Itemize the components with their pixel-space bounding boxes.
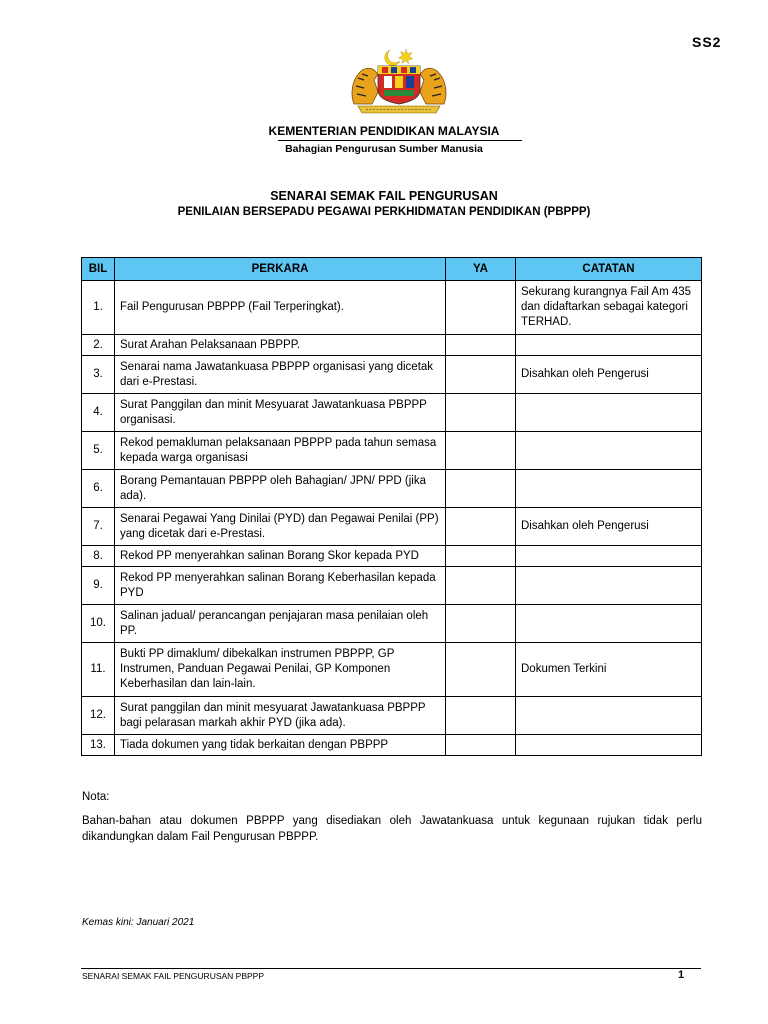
row-item: Tiada dokumen yang tidak berkaitan dengan PBPPP [115,735,446,756]
row-number: 3. [82,356,115,394]
row-number: 7. [82,508,115,546]
row-number: 11. [82,643,115,697]
table-row [82,356,702,394]
table-row [82,697,702,735]
row-ya-cell[interactable] [446,643,516,697]
row-note [516,605,702,643]
footer-title: SENARAI SEMAK FAIL PENGURUSAN PBPPP [82,971,265,981]
table-row [82,567,702,605]
row-number: 5. [82,432,115,470]
row-note: Sekurang kurangnya Fail Am 435 dan didaftarkan sebagai kategori TERHAD. [516,281,702,335]
row-note [516,735,702,756]
row-ya-cell[interactable] [446,335,516,356]
row-number: 10. [82,605,115,643]
table-row [82,643,702,697]
row-ya-cell[interactable] [446,470,516,508]
table-row [82,508,702,546]
row-item: Rekod PP menyerahkan salinan Borang Keberhasilan kepada PYD [115,567,446,605]
row-item: Senarai nama Jawatankuasa PBPPP organisasi yang dicetak dari e-Prestasi. [115,356,446,394]
row-ya-cell[interactable] [446,432,516,470]
row-item: Rekod pemakluman pelaksanaan PBPPP pada tahun semasa kepada warga organisasi [115,432,446,470]
table-row [82,335,702,356]
row-number: 4. [82,394,115,432]
row-note [516,470,702,508]
row-note [516,567,702,605]
malaysia-coat-of-arms-icon [344,46,454,116]
note-text: Bahan-bahan atau dokumen PBPPP yang disediakan oleh Jawatankuasa untuk kegunaan rujukan tidak perlu dikandungkan dalam Fail Pengurusan PBPPP. [82,815,702,843]
document-subtitle: PENILAIAN BERSEPADU PEGAWAI PERKHIDMATAN PENDIDIKAN (PBPPP) [177,206,591,218]
ministry-name: KEMENTERIAN PENDIDIKAN MALAYSIA [268,124,500,138]
table-row [82,605,702,643]
row-item: Bukti PP dimaklum/ dibekalkan instrumen PBPPP, GP Instrumen, Panduan Pegawai Penilai, GP Komponen Keberhasilan dan lain-lain. [115,643,446,697]
column-header-bil: BIL [82,258,115,281]
table-row [82,470,702,508]
column-header-perkara: PERKARA [115,258,446,281]
division-name: Bahagian Pengurusan Sumber Manusia [285,143,483,155]
document-title: SENARAI SEMAK FAIL PENGURUSAN [270,189,498,203]
row-item: Senarai Pegawai Yang Dinilai (PYD) dan Pegawai Penilai (PP) yang dicetak dari e-Prestasi. [115,508,446,546]
checklist-table [81,257,702,756]
row-item: Surat Panggilan dan minit Mesyuarat Jawatankuasa PBPPP organisasi. [115,394,446,432]
row-note [516,546,702,567]
row-ya-cell[interactable] [446,697,516,735]
row-item: Surat panggilan dan minit mesyuarat Jawatankuasa PBPPP bagi pelarasan markah akhir PYD (jika ada). [115,697,446,735]
row-note: Dokumen Terkini [516,643,702,697]
row-number: 2. [82,335,115,356]
document-code: SS2 [692,34,722,50]
row-ya-cell[interactable] [446,281,516,335]
table-row [82,394,702,432]
row-ya-cell[interactable] [446,735,516,756]
row-note [516,394,702,432]
row-item: Fail Pengurusan PBPPP (Fail Terperingkat). [115,281,446,335]
row-number: 6. [82,470,115,508]
table-row [82,546,702,567]
table-row [82,281,702,335]
note-label: Nota: [82,791,110,803]
row-item: Salinan jadual/ perancangan penjajaran masa penilaian oleh PP. [115,605,446,643]
row-number: 13. [82,735,115,756]
row-number: 8. [82,546,115,567]
row-item: Surat Arahan Pelaksanaan PBPPP. [115,335,446,356]
row-note [516,697,702,735]
table-row [82,432,702,470]
page-number: 1 [678,969,685,981]
row-ya-cell[interactable] [446,394,516,432]
row-note: Disahkan oleh Pengerusi [516,356,702,394]
row-number: 9. [82,567,115,605]
row-note: Disahkan oleh Pengerusi [516,508,702,546]
column-header-catatan: CATATAN [516,258,702,281]
row-ya-cell[interactable] [446,508,516,546]
footer-divider [81,968,701,969]
row-ya-cell[interactable] [446,356,516,394]
table-header-row [82,258,702,281]
column-header-ya: YA [446,258,516,281]
row-ya-cell[interactable] [446,567,516,605]
row-note [516,432,702,470]
row-item: Borang Pemantauan PBPPP oleh Bahagian/ JPN/ PPD (jika ada). [115,470,446,508]
last-updated: Kemas kini: Januari 2021 [82,917,195,928]
row-number: 12. [82,697,115,735]
row-number: 1. [82,281,115,335]
header-divider [278,140,522,141]
row-note [516,335,702,356]
row-item: Rekod PP menyerahkan salinan Borang Skor kepada PYD [115,546,446,567]
row-ya-cell[interactable] [446,546,516,567]
table-row [82,735,702,756]
row-ya-cell[interactable] [446,605,516,643]
